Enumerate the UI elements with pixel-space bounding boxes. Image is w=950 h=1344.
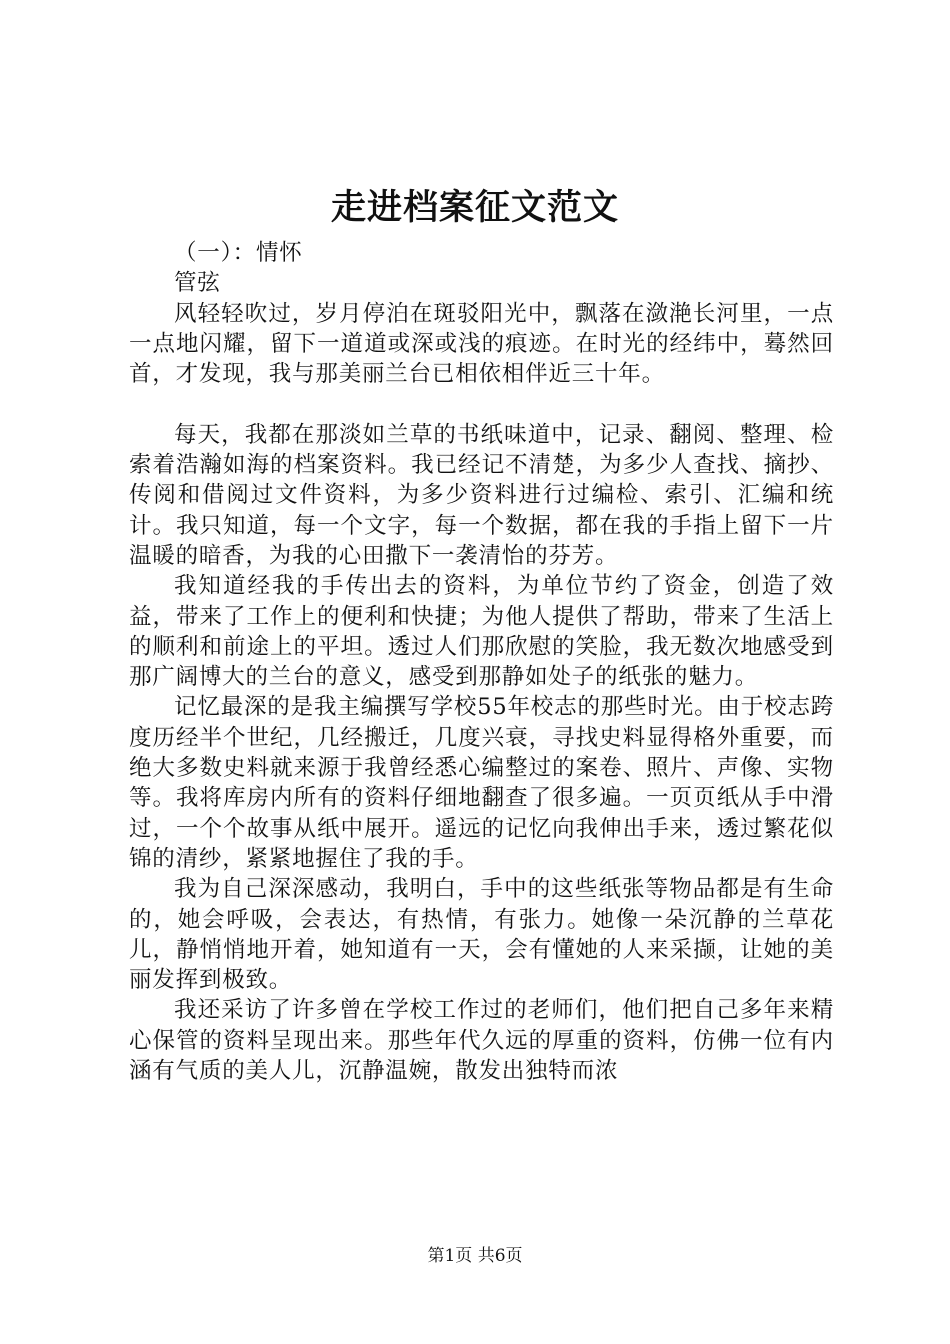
paragraph: 记忆最深的是我主编撰写学校55年校志的那些时光。由于校志跨度历经半个世纪，几经搬迁，几度兴衰，寻找史料显得格外重要，而绝大多数史料就来源于我曾经悉心编整过的案卷、照片、声像、实物等。我将库房内所有的资料仔细地翻查了很多遍。一页页纸从手中滑过，一个个故事从纸中展开。遥远的记忆向我伸出手来，透过繁花似锦的清纱，紧紧地握住了我的手。	[129, 694, 834, 872]
author-name: 管弦	[174, 270, 221, 297]
paragraph: 每天，我都在那淡如兰草的书纸味道中，记录、翻阅、整理、检索着浩瀚如海的档案资料。我已经记不清楚，为多少人查找、摘抄、传阅和借阅过文件资料，为多少资料进行过编检、索引、汇编和统计。我只知道，每一个文字，每一个数据，都在我的手指上留下一片温暖的暗香，为我的心田撒下一袭清怡的芬芳。	[129, 421, 834, 569]
paragraph: 风轻轻吹过，岁月停泊在斑驳阳光中，飘落在潋滟长河里，一点一点地闪耀，留下一道道或深或浅的痕迹。在时光的经纬中，蓦然回首，才发现，我与那美丽兰台已相依相伴近三十年。	[129, 300, 834, 388]
paragraph: 我为自己深深感动，我明白，手中的这些纸张等物品都是有生命的，她会呼吸，会表达，有热情，有张力。她像一朵沉静的兰草花儿，静悄悄地开着，她知道有一天，会有懂她的人来采撷，让她的美丽发挥到极致。	[129, 876, 834, 994]
page-footer: 第1页 共6页	[427, 1246, 523, 1266]
document-body	[129, 238, 834, 1086]
paragraph: 我还采访了许多曾在学校工作过的老师们，他们把自己多年来精心保管的资料呈现出来。那些年代久远的厚重的资料，仿佛一位有内涵有气质的美人儿，沉静温婉，散发出独特而浓	[129, 997, 834, 1085]
document-title: 走进档案征文范文	[330, 187, 619, 228]
paragraph: 我知道经我的手传出去的资料，为单位节约了资金，创造了效益，带来了工作上的便利和快捷；为他人提供了帮助，带来了生活上的顺利和前途上的平坦。透过人们那欣慰的笑脸，我无数次地感受到那广阔博大的兰台的意义，感受到那静如处子的纸张的魅力。	[129, 573, 834, 691]
section-heading: （一）：情怀	[174, 240, 303, 266]
